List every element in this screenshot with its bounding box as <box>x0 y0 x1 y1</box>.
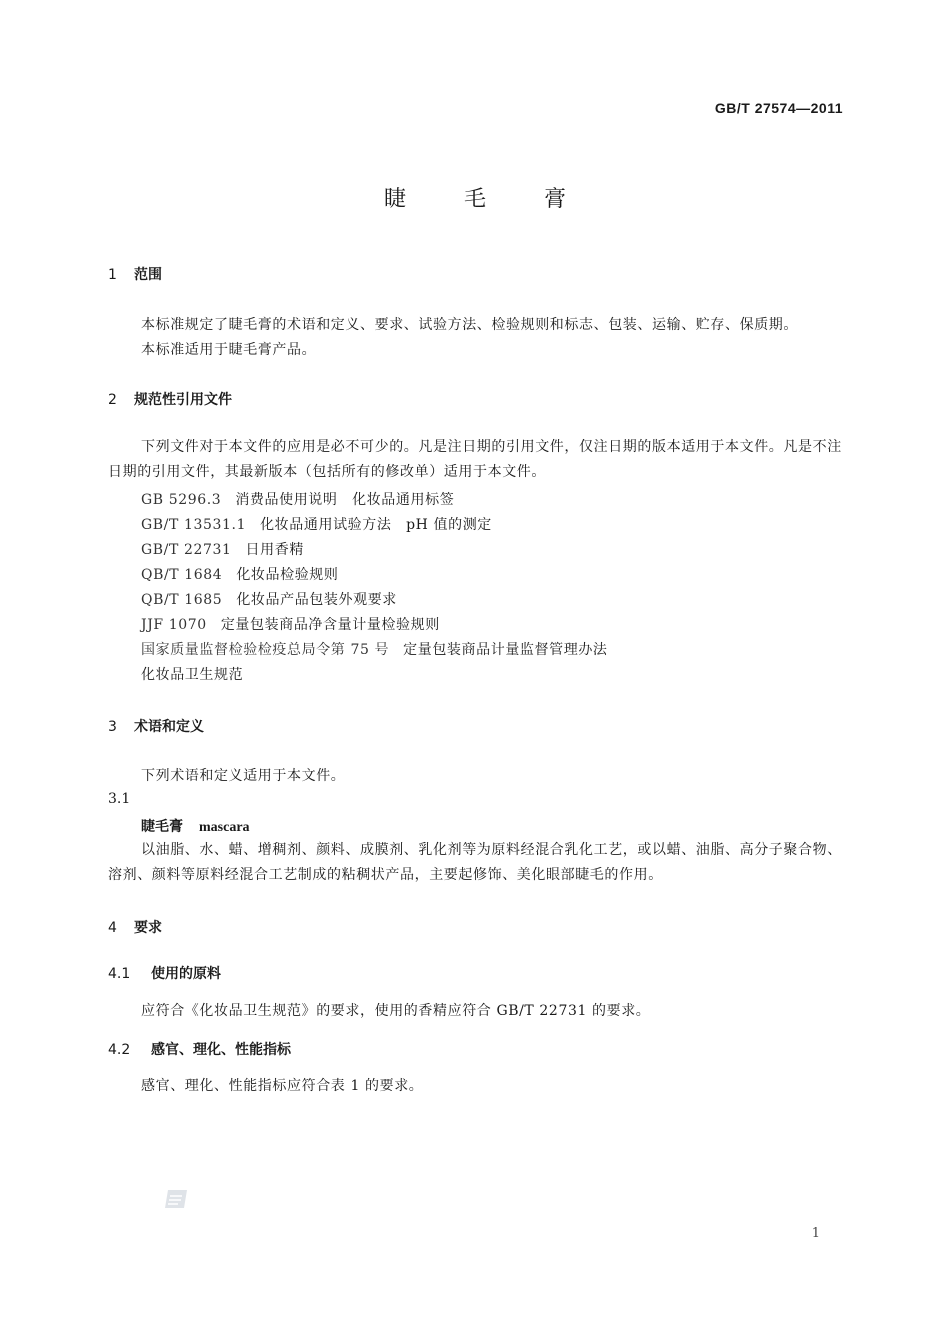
reference-title: 日用香精 <box>245 542 304 558</box>
term-definition: 以油脂、水、蜡、增稠剂、颜料、成膜剂、乳化剂等为原料经混合乳化工艺，或以蜡、油脂、高分子聚合物、溶剂、颜料等原料经混合工艺制成的粘稠状产品，主要起修饰、美化眼部睫毛的作用。 <box>108 842 842 883</box>
reference-title: 定量包装商品计量监督管理办法 <box>403 642 608 658</box>
title-char: 睫 <box>383 187 406 212</box>
reference-code: GB/T 22731 <box>141 542 232 558</box>
reference-item <box>141 514 492 534</box>
paragraph: 下列术语和定义适用于本文件。 <box>141 768 346 784</box>
reference-code: QB/T 1684 <box>141 567 223 583</box>
reference-code: 化妆品卫生规范 <box>141 667 244 683</box>
reference-title: 化妆品检验规则 <box>236 567 339 583</box>
paragraph: 应符合《化妆品卫生规范》的要求，使用的香精应符合 GB/T 22731 的要求。 <box>141 1003 651 1019</box>
section-number: 1 <box>108 267 117 283</box>
paragraph: 下列文件对于本文件的应用是必不可少的。凡是注日期的引用文件，仅注日期的版本适用于本文件。凡是不注日期的引用文件，其最新版本（包括所有的修改单）适用于本文件。 <box>108 439 842 480</box>
reference-item <box>141 539 304 559</box>
reference-item <box>141 564 339 584</box>
reference-item <box>141 614 440 634</box>
paragraph: 本标准适用于睫毛膏产品。 <box>141 342 317 358</box>
section-number: 4 <box>108 920 117 936</box>
section-3-heading <box>108 716 204 736</box>
section-2-heading <box>108 389 232 409</box>
section-1-heading <box>108 264 162 284</box>
subsection-title: 感官、理化、性能指标 <box>151 1042 291 1058</box>
reference-item <box>141 664 243 684</box>
term-entry <box>141 816 250 836</box>
reference-code: QB/T 1685 <box>141 592 223 608</box>
paragraph: 感官、理化、性能指标应符合表 1 的要求。 <box>141 1078 424 1094</box>
term-number: 3.1 <box>108 791 131 807</box>
section-title: 术语和定义 <box>134 719 204 735</box>
document-title <box>0 182 950 213</box>
subsection-title: 使用的原料 <box>151 966 221 982</box>
page-number: 1 <box>811 1226 820 1241</box>
term-chinese: 睫毛膏 <box>141 819 183 835</box>
section-4-heading <box>108 917 162 937</box>
reference-title: 化妆品产品包装外观要求 <box>236 592 397 608</box>
reference-title: 消费品使用说明 化妆品通用标签 <box>235 492 455 508</box>
reference-title: 定量包装商品净含量计量检验规则 <box>220 617 440 633</box>
reference-code: JJF 1070 <box>141 617 207 633</box>
reference-code: GB/T 13531.1 <box>141 517 247 533</box>
title-char: 膏 <box>544 187 567 212</box>
paragraph: 本标准规定了睫毛膏的术语和定义、要求、试验方法、检验规则和标志、包装、运输、贮存、保质期。 <box>141 317 798 333</box>
section-number: 3 <box>108 719 117 735</box>
reference-title: 化妆品通用试验方法 pH 值的测定 <box>260 517 492 533</box>
standard-code: GB/T 27574—2011 <box>714 100 843 116</box>
reference-code: 国家质量监督检验检疫总局令第 75 号 <box>141 642 390 658</box>
reference-item <box>141 639 608 659</box>
term-english: mascara <box>199 820 250 835</box>
subsection-4-1-heading <box>108 963 221 983</box>
reference-item <box>141 489 454 509</box>
reference-code: GB 5296.3 <box>141 492 222 508</box>
section-title: 规范性引用文件 <box>134 392 232 408</box>
section-number: 2 <box>108 392 117 408</box>
section-title: 范围 <box>134 267 162 283</box>
sac-logo-icon <box>163 1188 189 1210</box>
section-title: 要求 <box>134 920 162 936</box>
subsection-4-2-heading <box>108 1039 291 1059</box>
subsection-number: 4.2 <box>108 1042 131 1058</box>
reference-item <box>141 589 397 609</box>
title-char: 毛 <box>463 187 486 212</box>
subsection-number: 4.1 <box>108 966 131 982</box>
